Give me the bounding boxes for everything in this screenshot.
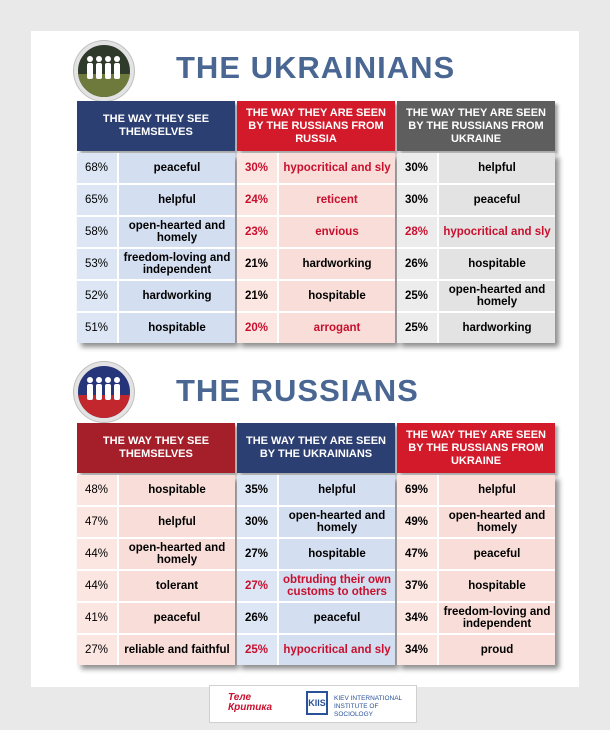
trait-label: helpful [119,185,235,215]
trait-label: reliable and faithful [119,635,235,665]
telekritika-logo-line2: Критика [228,702,273,713]
footer-logos [209,685,417,723]
trait-label: freedom-loving and independent [439,603,555,633]
trait-label: hospitable [119,313,235,343]
percent-value: 34% [397,603,437,633]
telekritika-logo [228,693,272,713]
trait-label: envious [279,217,395,247]
trait-label: arrogant [279,313,395,343]
percent-value: 26% [237,603,277,633]
kiis-logo: KIIS [306,691,328,715]
percent-value: 30% [397,153,437,183]
trait-label: open-hearted and homely [439,507,555,537]
trait-label: hospitable [439,571,555,601]
people-icon [74,362,134,422]
percent-value: 20% [237,313,277,343]
percent-value: 21% [237,249,277,279]
percent-value: 28% [397,217,437,247]
percent-value: 27% [237,571,277,601]
trait-label: peaceful [119,603,235,633]
column-header: THE WAY THEY ARE SEEN BY THE UKRAINIANS [237,423,395,473]
trait-label: peaceful [439,539,555,569]
trait-label: hardworking [279,249,395,279]
people-icon [74,41,134,101]
column-header: THE WAY THEY ARE SEEN BY THE RUSSIANS FROM UKRAINE [397,101,555,151]
trait-label: open-hearted and homely [119,539,235,569]
percent-value: 30% [397,185,437,215]
percent-value: 26% [397,249,437,279]
trait-label: peaceful [279,603,395,633]
trait-label: hardworking [439,313,555,343]
percent-value: 47% [397,539,437,569]
percent-value: 44% [77,539,117,569]
trait-label: hypocritical and sly [439,217,555,247]
percent-value: 25% [237,635,277,665]
trait-label: helpful [119,507,235,537]
trait-label: open-hearted and homely [279,507,395,537]
percent-value: 27% [237,539,277,569]
trait-label: peaceful [119,153,235,183]
percent-value: 52% [77,281,117,311]
trait-label: hospitable [279,539,395,569]
trait-label: obtruding their own customs to others [279,571,395,601]
percent-value: 27% [77,635,117,665]
percent-value: 49% [397,507,437,537]
percent-value: 68% [77,153,117,183]
kiis-name-line1: KIEV INTERNATIONAL [334,695,403,702]
percent-value: 48% [77,475,117,505]
column-header: THE WAY THEY SEE THEMSELVES [77,101,235,151]
section-title-russians: THE RUSSIANS [176,373,419,408]
kiis-name-line2: INSTITUTE OF SOCIOLOGY [334,703,379,718]
percent-value: 23% [237,217,277,247]
trait-label: reticent [279,185,395,215]
percent-value: 25% [397,281,437,311]
percent-value: 58% [77,217,117,247]
percent-value: 21% [237,281,277,311]
kiis-name [334,695,416,719]
trait-label: hospitable [439,249,555,279]
percent-value: 34% [397,635,437,665]
trait-label: tolerant [119,571,235,601]
percent-value: 30% [237,507,277,537]
trait-label: hardworking [119,281,235,311]
percent-value: 47% [77,507,117,537]
percent-value: 37% [397,571,437,601]
percent-value: 51% [77,313,117,343]
trait-label: freedom-loving and independent [119,249,235,279]
column-header: THE WAY THEY ARE SEEN BY THE RUSSIANS FROM UKRAINE [397,423,555,473]
trait-label: helpful [439,475,555,505]
column-header: THE WAY THEY ARE SEEN BY THE RUSSIANS FROM RUSSIA [237,101,395,151]
percent-value: 53% [77,249,117,279]
trait-label: hypocritical and sly [279,153,395,183]
percent-value: 41% [77,603,117,633]
percent-value: 25% [397,313,437,343]
percent-value: 35% [237,475,277,505]
trait-label: helpful [279,475,395,505]
percent-value: 65% [77,185,117,215]
percent-value: 69% [397,475,437,505]
telekritika-logo-line1: Теле [228,692,252,703]
trait-label: hospitable [119,475,235,505]
trait-label: open-hearted and homely [439,281,555,311]
section-title-ukrainians: THE UKRAINIANS [176,50,456,85]
trait-label: peaceful [439,185,555,215]
percent-value: 30% [237,153,277,183]
trait-label: helpful [439,153,555,183]
trait-label: hypocritical and sly [279,635,395,665]
trait-label: open-hearted and homely [119,217,235,247]
column-header: THE WAY THEY SEE THEMSELVES [77,423,235,473]
trait-label: hospitable [279,281,395,311]
percent-value: 24% [237,185,277,215]
percent-value: 44% [77,571,117,601]
trait-label: proud [439,635,555,665]
